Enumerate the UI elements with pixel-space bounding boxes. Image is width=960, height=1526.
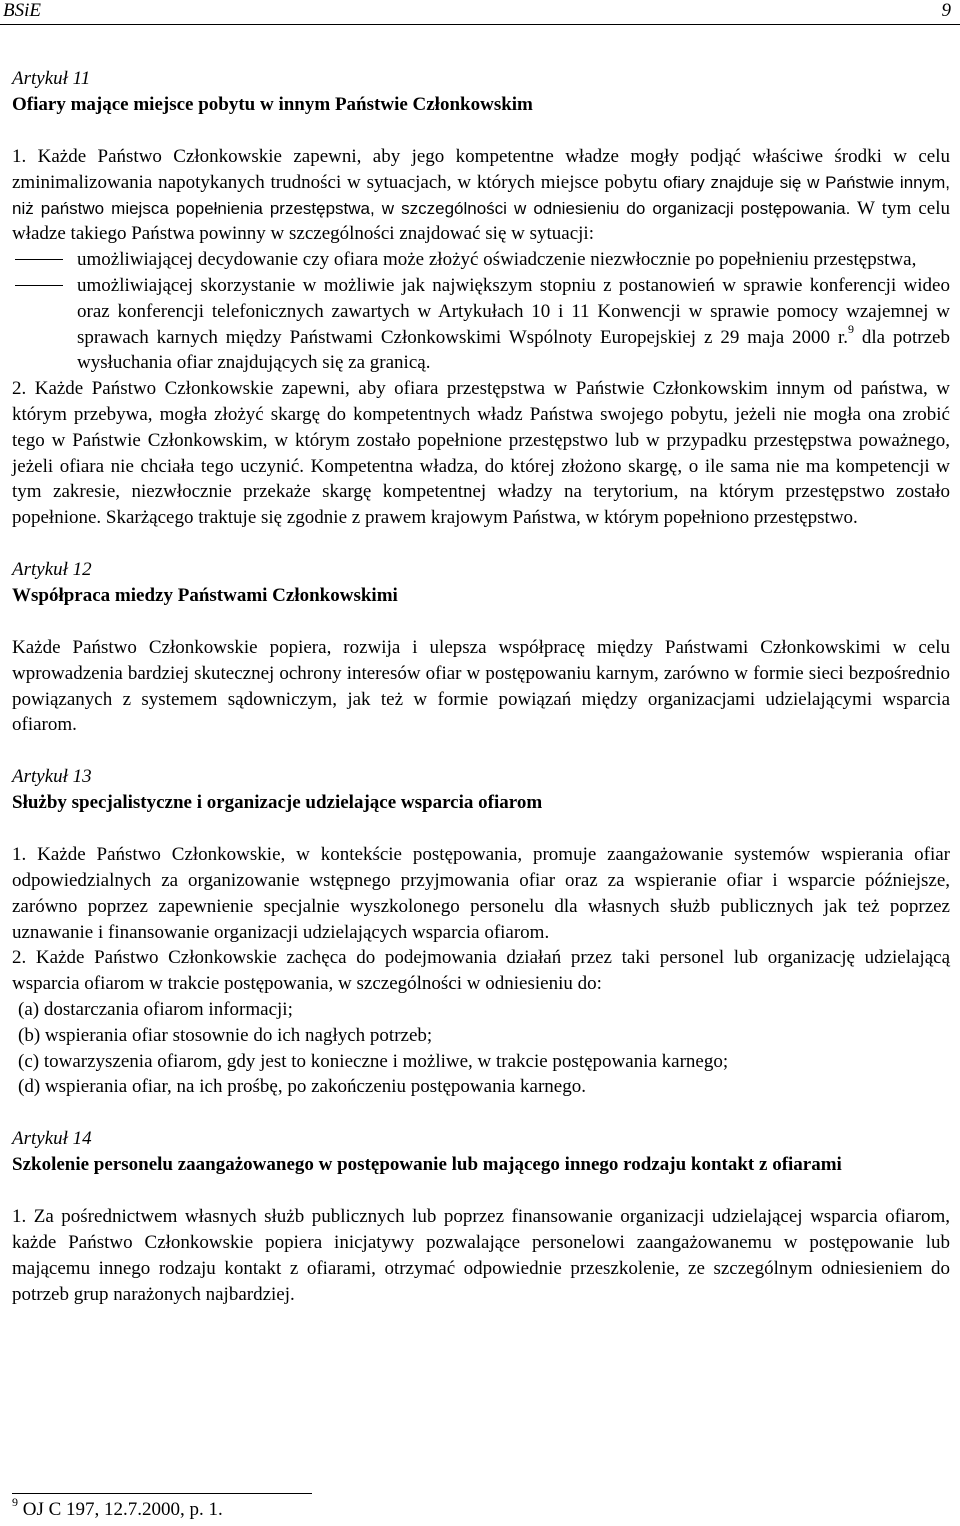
article-14-number: Artykuł 14 <box>12 1128 92 1150</box>
article-11-title: Ofiary mające miejsce pobytu w innym Państwie Członkowskim <box>12 94 533 115</box>
article-11-p1-text-sans: ofiary znajduje się w Państwie innym, niż państwo miejsca popełnienia przestępstwa, w szczególności w odniesieniu do organizacji postępowania. <box>12 172 950 218</box>
bullet-1-text: umożliwiającej decydowanie czy ofiara może złożyć oświadczenie niezwłocznie po popełnieniu przestępstwa, <box>77 249 917 271</box>
article-14-title: Szkolenie personelu zaangażowanego w postępowanie lub mającego innego rodzaju kontakt z ofiarami <box>12 1154 842 1176</box>
article-14-paragraph-1: 1. Za pośrednictwem własnych służb publicznych lub poprzez finansowanie organizacji udzielającej wsparcia ofiarom, każde Państwo Członkowskie popiera inicjatywy pozwalające personelowi zaangażowanemu w postępowanie lub mającemu innego rodzaju kontakt z ofiarami, otrzymać odpowiednie przeszkolenie, ze szczególnym odniesieniem do potrzeb grup narażonych najbardziej. <box>12 1206 950 1305</box>
footnote-mark: 9 <box>12 1494 18 1509</box>
list-item-c: (c) towarzyszenia ofiarom, gdy jest to konieczne i możliwe, w trakcie postępowania karnego; <box>18 1050 729 1072</box>
footnote-reference: 9 <box>848 322 854 337</box>
list-item-a: (a) dostarczania ofiarom informacji; <box>18 998 293 1020</box>
article-11-number: Artykuł 11 <box>12 68 91 89</box>
article-12-title: Współpraca miedzy Państwami Członkowskimi <box>12 584 398 606</box>
article-11-p1-text-a: 1. Każde Państwo Członkowskie zapewni, aby jego kompetentne władze mogły podjąć właściwe środki w celu zminimalizowania napotykanych trudności w sytuacjach, w których miejsce pobytu <box>12 146 950 193</box>
bullet-2-text-b: dla potrzeb wysłuchania ofiar znajdujących się za granicą. <box>77 326 950 374</box>
article-13-number: Artykuł 13 <box>12 766 92 788</box>
article-12-paragraph-1: Każde Państwo Członkowskie popiera, rozwija i ulepsza współpracę między Państwami Członkowskimi w celu wprowadzenia bardziej skutecznej ochrony interesów ofiar w postępowaniu karnym, zarówno w formie sieci bezpośrednio powiązanych z systemem sądowniczym, jak też w formie powiązań między organizacjami udzielającymi wsparcia ofiarom. <box>12 636 950 736</box>
list-item-b: (b) wspierania ofiar stosownie do ich nagłych potrzeb; <box>18 1024 433 1046</box>
document-body <box>12 66 950 1307</box>
bullet-2-text-a: umożliwiającej skorzystanie w możliwie jak największym stopniu z postanowień w sprawie konferencji wideo oraz konferencji telefonicznych zawartych w Artykułach 10 i 11 Konwencji w sprawie pomocy wzajemnej w sprawach karnych między Państwami Członkowskimi Wspólnoty Europejskiej z 29 maja 2000 r. <box>77 274 950 348</box>
header-publication: BSiE <box>3 0 41 21</box>
footnote-text: OJ C 197, 12.7.2000, p. 1. <box>18 1499 223 1520</box>
article-11-bullet-2 <box>12 273 950 376</box>
article-13-paragraph-1: 1. Każde Państwo Członkowskie, w kontekście postępowania, promuje zaangażowanie systemów wspierania ofiar odpowiedzialnych za organizowanie wstępnego przyjmowania ofiar oraz za wspieranie ofiar i wsparcie późniejsze, zarówno poprzez zapewnienie specjalnie wyszkolonego personelu dla własnych służb publicznych jak też poprzez uznawanie i finansowanie organizacji udzielających wsparcia ofiarom. <box>12 844 950 943</box>
article-12-number: Artykuł 12 <box>12 558 92 580</box>
article-13-paragraph-2: 2. Każde Państwo Członkowskie zachęca do podejmowania działań przez taki personel lub organizację udzielającą wsparcia ofiarom w trakcie postępowania, w szczególności w odniesieniu do: <box>12 947 950 995</box>
article-11-paragraph-2: 2. Każde Państwo Członkowskie zapewni, aby ofiara przestępstwa w Państwie Członkowskim innym od państwa, w którym przebywa, mogła złożyć skargę do kompetentnych władz Państwa swojego pobytu, jeżeli nie mogła ona zrobić tego w Państwie Członkowskim, w którym zostało popełnione przestępstwo lub w przypadku przestępstwa poważnego, jeżeli ofiara nie chciała tego uczynić. Kompetentna władza, do której złożono skargę, o ile sama nie ma kompetencji w tym zakresie, niezwłocznie przekaże skargę kompetentnej władzy na terytorium, na którym przestępstwo zostało popełnione. Skarżącego traktuje się zgodnie z prawem krajowym Państwa, w którym popełniono przestępstwo. <box>12 378 950 529</box>
article-11-bullet-1 <box>12 247 950 273</box>
article-13-title: Służby specjalistyczne i organizacje udzielające wsparcia ofiarom <box>12 792 543 814</box>
article-11-paragraph-1 <box>12 144 950 247</box>
article-11-p1-text-b: W tym celu władze takiego Państwa powinny w szczególności znajdować się w sytuacji: <box>12 197 950 245</box>
footnote <box>12 1494 223 1522</box>
list-item-d: (d) wspierania ofiar, na ich prośbę, po zakończeniu postępowania karnego. <box>18 1076 586 1098</box>
page-header <box>0 0 960 25</box>
page-number: 9 <box>941 0 951 21</box>
footnote-separator <box>12 1493 312 1494</box>
dash-bullet-icon <box>15 259 63 260</box>
dash-bullet-icon <box>15 285 63 286</box>
